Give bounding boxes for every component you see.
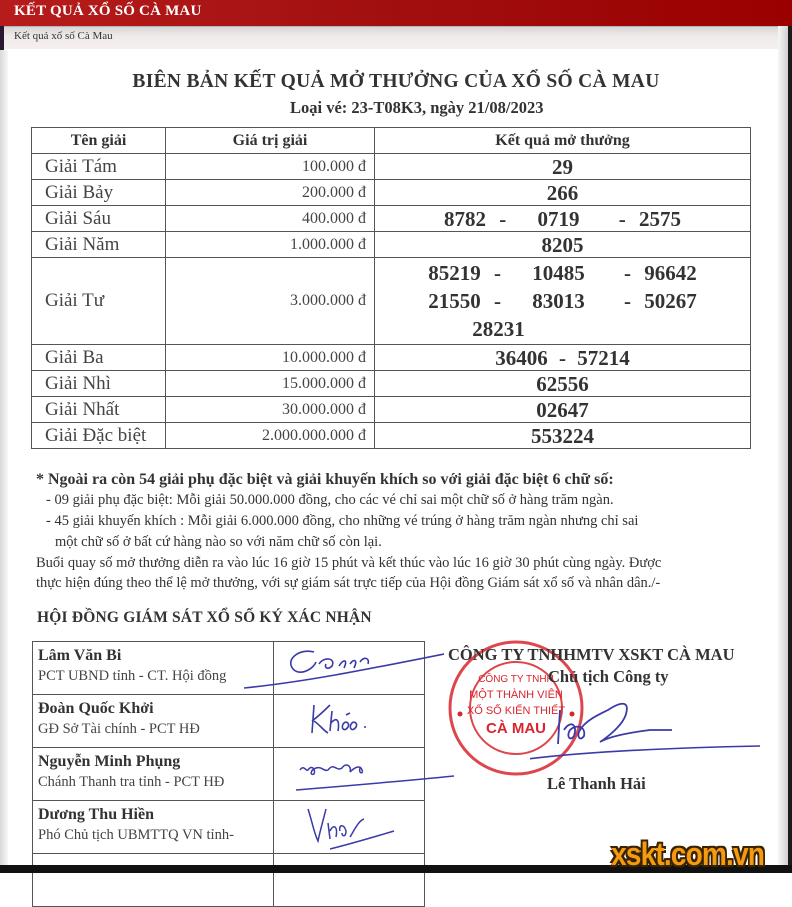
prize-result: 10485 (532, 261, 585, 285)
prize-result: 8782 (444, 206, 486, 231)
table-row (32, 154, 751, 180)
prize-value: 2.000.000.000 đ (166, 423, 375, 449)
notes-line: - 45 giải khuyến khích : Mỗi giải 6.000.000 đồng, cho những vé trúng ở hàng trăm ngàn nhưng chỉ sai (46, 513, 639, 529)
signature-cell (274, 748, 425, 801)
separator: - (559, 345, 566, 370)
seal-text: CÔNG TY TNHH (478, 674, 554, 685)
notes-line: - 09 giải phụ đặc biệt: Mỗi giải 50.000.000 đồng, cho các vé chỉ sai một chữ số ở hàng trăm ngàn. (46, 492, 614, 508)
notes-line: một chữ số ở bất cứ hàng nào so với năm chữ số còn lại. (55, 534, 382, 550)
table-row (32, 206, 751, 232)
prize-value: 1.000.000 đ (166, 232, 375, 258)
chairman-name: Lê Thanh Hải (547, 774, 646, 793)
table-row (32, 371, 751, 397)
seal-text: MỘT THÀNH VIÊN (469, 689, 563, 701)
prize-name: Giải Tám (32, 154, 166, 180)
prize-result: 96642 (644, 261, 697, 285)
company-name: CÔNG TY TNHHMTV XSKT CÀ MAU (448, 645, 735, 664)
member-name (33, 854, 273, 859)
member-cell (33, 854, 274, 907)
prize-result: 21550 (428, 289, 481, 313)
table-row (32, 180, 751, 206)
prize-result: 02647 (375, 397, 751, 423)
member-cell (33, 748, 274, 801)
member-role: Phó Chủ tịch UBMTTQ VN tỉnh- (38, 827, 234, 843)
member-name: Nguyễn Minh Phụng (38, 753, 181, 770)
table-row (32, 345, 751, 371)
watermark-logo: xskt.com.vn (611, 836, 765, 872)
member-cell (33, 801, 274, 854)
table-row (32, 423, 751, 449)
prize-name: Giải Năm (32, 232, 166, 258)
chairman-signature-icon (530, 690, 770, 770)
separator: - (494, 261, 501, 285)
prize-value: 30.000.000 đ (166, 397, 375, 423)
prize-value: 3.000.000 đ (166, 258, 375, 345)
prize-result: 266 (375, 180, 751, 206)
prize-value: 100.000 đ (166, 154, 375, 180)
signature-icon (274, 801, 424, 853)
table-row (32, 258, 751, 345)
council-row (33, 748, 425, 801)
signature-icon (244, 640, 444, 700)
left-shadow (0, 50, 8, 873)
right-edge (788, 26, 792, 873)
separator: - (499, 206, 507, 231)
member-role: Chánh Thanh tra tỉnh - PCT HĐ (38, 774, 225, 790)
signature-cell (274, 801, 425, 854)
prize-value: 200.000 đ (166, 180, 375, 206)
signature-icon (274, 695, 424, 747)
notes-line: thực hiện đúng theo thể lệ mở thưởng, với sự giám sát trực tiếp của Hội đồng Giám sát xổ số và nhân dân./- (36, 575, 661, 591)
prize-result: 29 (375, 154, 751, 180)
member-name: Dương Thu Hiền (38, 806, 154, 823)
prize-results (375, 206, 751, 232)
seal-text: XỔ SỐ KIẾN THIẾT (466, 705, 566, 717)
council-row (33, 854, 425, 907)
table-header-row (32, 128, 751, 154)
signature-cell (274, 695, 425, 748)
prize-result: 36406 (495, 345, 548, 370)
prize-name: Giải Đặc biệt (32, 423, 166, 449)
prize-name: Giải Sáu (32, 206, 166, 232)
member-name: Lâm Văn Bi (38, 647, 122, 664)
prize-results (375, 258, 751, 345)
prize-result: 2575 (639, 206, 681, 231)
prize-result: 62556 (375, 371, 751, 397)
council-row (33, 695, 425, 748)
site-header-title: KẾT QUẢ XỔ SỐ CÀ MAU (14, 3, 202, 19)
prize-name: Giải Nhất (32, 397, 166, 423)
prize-name: Giải Ba (32, 345, 166, 371)
header-prize-value: Giá trị giải (166, 128, 375, 154)
member-name: Đoàn Quốc Khởi (38, 700, 154, 717)
notes-line: Buổi quay số mở thưởng diễn ra vào lúc 16 giờ 15 phút và kết thúc vào lúc 16 giờ 30 phút cùng ngày. Được (36, 555, 662, 571)
prize-name: Giải Bảy (32, 180, 166, 206)
member-cell (33, 695, 274, 748)
separator: - (624, 289, 631, 313)
site-header (0, 0, 792, 26)
prize-value: 15.000.000 đ (166, 371, 375, 397)
prize-result: 83013 (532, 289, 585, 313)
member-cell (33, 642, 274, 695)
council-row (33, 642, 425, 695)
breadcrumb-bar (4, 27, 784, 49)
prize-result: 8205 (375, 232, 751, 258)
breadcrumb[interactable]: Kết quả xổ số Cà Mau (14, 30, 113, 42)
separator: - (624, 261, 631, 285)
council-row (33, 801, 425, 854)
document-title: BIÊN BẢN KẾT QUẢ MỞ THƯỞNG CỦA XỔ SỐ CÀ MAU (132, 71, 660, 92)
signature-cell (274, 854, 425, 907)
table-row (32, 397, 751, 423)
seal-text: CÀ MAU (486, 720, 546, 737)
prize-value: 10.000.000 đ (166, 345, 375, 371)
separator: - (494, 289, 501, 313)
notes-headline: * Ngoài ra còn 54 giải phụ đặc biệt và giải khuyến khích so với giải đặc biệt 6 chữ số: (36, 471, 614, 488)
council-title: HỘI ĐỒNG GIÁM SÁT XỔ SỐ KÝ XÁC NHẬN (37, 609, 372, 626)
member-role: PCT UBND tỉnh - CT. Hội đồng (38, 668, 227, 684)
prize-result: 50267 (644, 289, 697, 313)
prize-name: Giải Nhì (32, 371, 166, 397)
member-role: GĐ Sở Tài chính - PCT HĐ (38, 721, 200, 737)
document-subtitle: Loại vé: 23-T08K3, ngày 21/08/2023 (290, 98, 544, 117)
header-results: Kết quả mở thưởng (375, 128, 751, 154)
header-prize-name: Tên giải (32, 128, 166, 154)
signature-icon (274, 748, 454, 800)
prize-value: 400.000 đ (166, 206, 375, 232)
prize-result: 85219 (428, 261, 481, 285)
table-row (32, 232, 751, 258)
prize-table (31, 127, 751, 449)
chairman-role: Chủ tịch Công ty (548, 667, 669, 686)
right-shadow (778, 26, 788, 873)
prize-result: 0719 (537, 206, 580, 231)
separator: - (618, 206, 626, 231)
prize-result: 28231 (472, 317, 525, 341)
signature-cell (274, 642, 425, 695)
prize-name: Giải Tư (32, 258, 166, 345)
prize-result: 553224 (375, 423, 751, 449)
prize-results (375, 345, 751, 371)
prize-result: 57214 (577, 345, 630, 370)
